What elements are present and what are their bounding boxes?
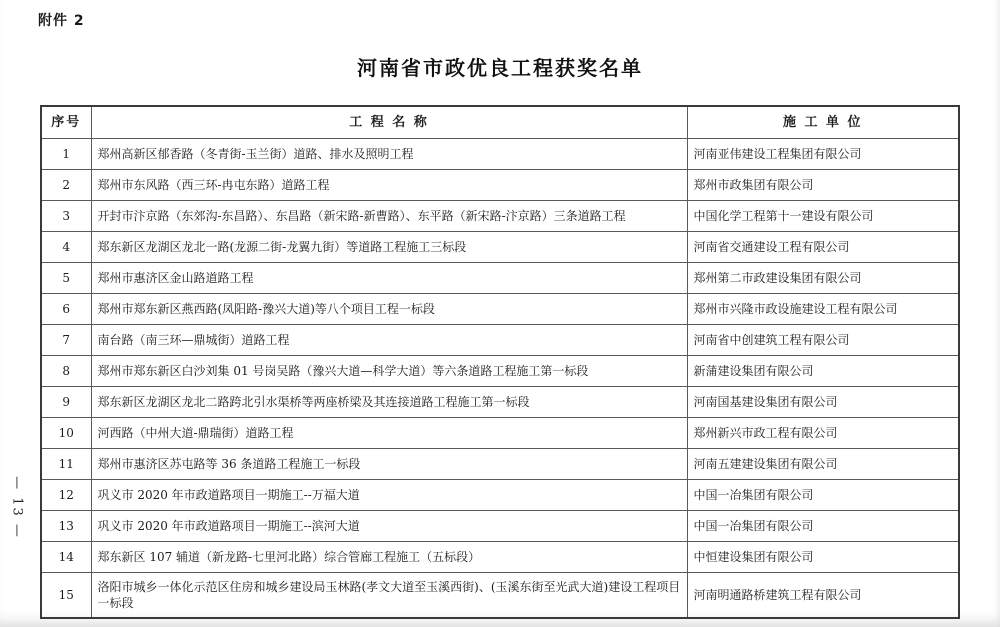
- cell-unit: 郑州市政集团有限公司: [687, 170, 959, 201]
- cell-project: 郑东新区 107 辅道（新龙路-七里河北路）综合管廊工程施工（五标段）: [91, 542, 687, 573]
- cell-no: 6: [41, 294, 91, 325]
- cell-no: 14: [41, 542, 91, 573]
- cell-unit: 河南明通路桥建筑工程有限公司: [687, 573, 959, 619]
- cell-no: 1: [41, 139, 91, 170]
- cell-unit: 河南亚伟建设工程集团有限公司: [687, 139, 959, 170]
- col-header-project: 工 程 名 称: [91, 106, 687, 139]
- cell-project: 南台路（南三环—鼎城街）道路工程: [91, 325, 687, 356]
- table-row: [41, 232, 959, 263]
- cell-no: 13: [41, 511, 91, 542]
- cell-unit: 新蒲建设集团有限公司: [687, 356, 959, 387]
- table-row: [41, 263, 959, 294]
- cell-project: 河西路（中州大道-鼎瑞街）道路工程: [91, 418, 687, 449]
- table-row: [41, 418, 959, 449]
- table-body: [41, 139, 959, 619]
- col-header-index: 序号: [41, 106, 91, 139]
- cell-unit: 河南省中创建筑工程有限公司: [687, 325, 959, 356]
- cell-no: 4: [41, 232, 91, 263]
- cell-no: 3: [41, 201, 91, 232]
- table-header: [41, 106, 959, 139]
- cell-project: 郑州市东风路（西三环-冉屯东路）道路工程: [91, 170, 687, 201]
- awards-table: [40, 105, 960, 619]
- cell-no: 12: [41, 480, 91, 511]
- table-row: [41, 573, 959, 619]
- cell-project: 郑东新区龙湖区龙北二路跨北引水渠桥等两座桥梁及其连接道路工程施工第一标段: [91, 387, 687, 418]
- cell-unit: 河南省交通建设工程有限公司: [687, 232, 959, 263]
- cell-unit: 中国化学工程第十一建设有限公司: [687, 201, 959, 232]
- cell-project: 洛阳市城乡一体化示范区住房和城乡建设局玉林路(孝文大道至玉溪西街)、(玉溪东街至光武大道)建设工程项目一标段: [91, 573, 687, 619]
- cell-unit: 郑州第二市政建设集团有限公司: [687, 263, 959, 294]
- table-row: [41, 542, 959, 573]
- table-row: [41, 325, 959, 356]
- cell-no: 10: [41, 418, 91, 449]
- header-row: [41, 106, 959, 139]
- table-row: [41, 294, 959, 325]
- cell-unit: 中恒建设集团有限公司: [687, 542, 959, 573]
- cell-project: 郑州市惠济区金山路道路工程: [91, 263, 687, 294]
- cell-project: 郑州高新区郁香路（冬青街-玉兰街）道路、排水及照明工程: [91, 139, 687, 170]
- table-row: [41, 449, 959, 480]
- cell-no: 11: [41, 449, 91, 480]
- cell-project: 郑东新区龙湖区龙北一路(龙源二街-龙翼九街）等道路工程施工三标段: [91, 232, 687, 263]
- cell-project: 开封市汴京路（东郊沟-东昌路）、东昌路（新宋路-新曹路）、东平路（新宋路-汴京路）三条道路工程: [91, 201, 687, 232]
- cell-no: 2: [41, 170, 91, 201]
- cell-no: 9: [41, 387, 91, 418]
- table-row: [41, 387, 959, 418]
- cell-no: 15: [41, 573, 91, 619]
- col-header-unit: 施 工 单 位: [687, 106, 959, 139]
- cell-unit: 河南国基建设集团有限公司: [687, 387, 959, 418]
- table-row: [41, 511, 959, 542]
- cell-unit: 郑州新兴市政工程有限公司: [687, 418, 959, 449]
- cell-unit: 郑州市兴隆市政设施建设工程有限公司: [687, 294, 959, 325]
- cell-no: 7: [41, 325, 91, 356]
- cell-project: 巩义市 2020 年市政道路项目一期施工--万福大道: [91, 480, 687, 511]
- cell-project: 郑州市惠济区苏屯路等 36 条道路工程施工一标段: [91, 449, 687, 480]
- table-row: [41, 139, 959, 170]
- cell-unit: 中国一冶集团有限公司: [687, 511, 959, 542]
- cell-project: 郑州市郑东新区燕西路(凤阳路-豫兴大道)等八个项目工程一标段: [91, 294, 687, 325]
- table-row: [41, 356, 959, 387]
- cell-project: 巩义市 2020 年市政道路项目一期施工--滨河大道: [91, 511, 687, 542]
- cell-unit: 河南五建建设集团有限公司: [687, 449, 959, 480]
- page-title: 河南省市政优良工程获奖名单: [357, 56, 643, 80]
- cell-project: 郑州市郑东新区白沙刘集 01 号岗吴路（豫兴大道—科学大道）等六条道路工程施工第一标段: [91, 356, 687, 387]
- cell-unit: 中国一冶集团有限公司: [687, 480, 959, 511]
- cell-no: 8: [41, 356, 91, 387]
- table-row: [41, 170, 959, 201]
- page-number: — 13 —: [9, 476, 25, 539]
- attachment-label: 附件 2: [38, 13, 85, 29]
- cell-no: 5: [41, 263, 91, 294]
- table-row: [41, 480, 959, 511]
- table-row: [41, 201, 959, 232]
